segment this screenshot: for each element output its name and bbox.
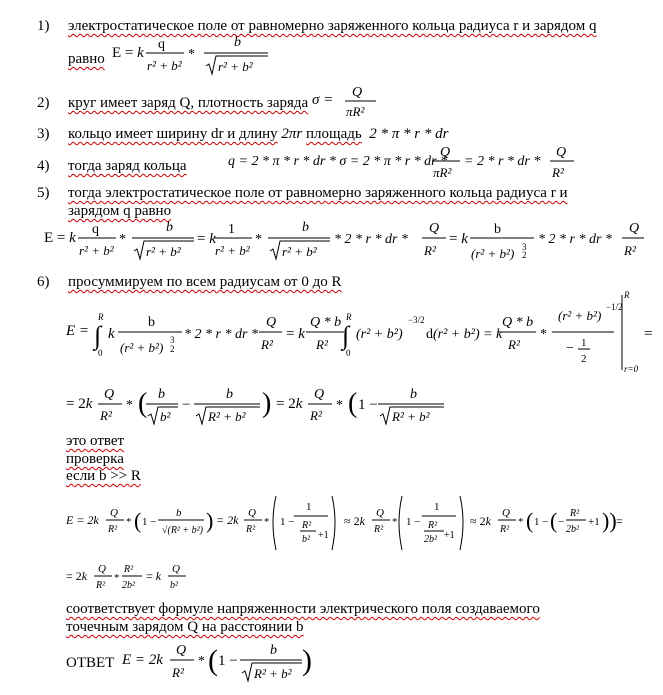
svg-text:)): )) <box>602 508 617 533</box>
svg-text:−3/2: −3/2 <box>408 315 425 325</box>
svg-text:Q * b: Q * b <box>310 315 342 330</box>
svg-text:−: − <box>566 341 574 356</box>
svg-text:1: 1 <box>306 501 312 513</box>
svg-text:E =: E = <box>66 323 90 339</box>
formula-5 <box>44 218 644 275</box>
svg-text:=: = <box>644 326 653 342</box>
item-number-2: 2) <box>37 95 50 111</box>
svg-text:q: q <box>158 37 165 52</box>
svg-text:b²: b² <box>170 580 178 591</box>
item-3-text: кольцо имеет ширину dr и длину 2πr площадь 2 * π * r * dr <box>68 126 449 142</box>
note-corresponds-2: точечным зарядом Q на расстоянии b <box>66 619 304 635</box>
svg-text:Q: Q <box>176 643 187 658</box>
svg-text:√(R² + b²): √(R² + b²) <box>162 525 204 536</box>
svg-text:* 2 * r * dr *: * 2 * r * dr * <box>334 232 408 247</box>
note-answer: это ответ <box>66 433 125 449</box>
svg-text:−: − <box>558 516 565 528</box>
svg-text:= k: = k <box>197 231 216 247</box>
svg-text:R²: R² <box>124 564 134 575</box>
svg-text:Q: Q <box>440 145 451 160</box>
svg-text:*: * <box>392 516 398 528</box>
svg-text:): ) <box>262 388 272 419</box>
svg-text:R²: R² <box>96 580 106 591</box>
svg-text:Q: Q <box>376 507 384 519</box>
svg-text:R²: R² <box>374 524 384 535</box>
svg-text:E = 2k: E = 2k <box>66 513 99 527</box>
svg-text:R²: R² <box>624 243 636 258</box>
svg-text:= k: = k <box>146 569 162 583</box>
svg-text:R²: R² <box>261 337 273 352</box>
svg-text:b: b <box>234 35 241 50</box>
svg-text:Q: Q <box>104 387 115 402</box>
svg-text:(: ( <box>348 388 358 419</box>
svg-text:(r² + b²): (r² + b²) <box>471 246 515 261</box>
svg-text:= 2k: = 2k <box>66 396 93 412</box>
svg-text:1: 1 <box>228 222 235 237</box>
svg-text:∫: ∫ <box>94 321 102 350</box>
svg-text:*: * <box>540 327 547 342</box>
svg-text:R²: R² <box>310 408 322 423</box>
svg-text:r² + b²: r² + b² <box>282 244 317 259</box>
svg-text:q = 2 * π * r * dr * σ = 2 * π: q = 2 * π * r * dr * σ = 2 * π * r * dr * <box>228 154 448 169</box>
svg-text:(r² + b²): (r² + b²) <box>558 308 602 323</box>
formula-7 <box>66 384 446 435</box>
svg-text:r² + b²: r² + b² <box>147 58 182 73</box>
svg-text:*: * <box>126 516 132 528</box>
svg-text:b: b <box>302 220 309 235</box>
svg-text:d(r² + b²) = k: d(r² + b²) = k <box>426 327 503 342</box>
svg-text:σ =: σ = <box>312 92 334 108</box>
svg-text:2: 2 <box>170 344 175 354</box>
svg-text:Q: Q <box>429 221 440 236</box>
svg-text:b: b <box>158 387 165 402</box>
svg-text:1 −: 1 − <box>406 516 421 528</box>
svg-text:1: 1 <box>434 501 440 513</box>
svg-text:E = 2k: E = 2k <box>122 652 163 668</box>
svg-text:*: * <box>336 398 343 413</box>
item-number-6: 6) <box>37 274 50 290</box>
svg-text:*: * <box>188 47 195 62</box>
svg-text:2b²: 2b² <box>566 524 579 535</box>
svg-text:k: k <box>108 326 115 342</box>
svg-text:R²: R² <box>302 520 312 531</box>
item-number-3: 3) <box>37 126 50 142</box>
svg-text:*: * <box>126 398 133 413</box>
svg-text:R²: R² <box>428 520 438 531</box>
svg-text:−: − <box>182 397 191 413</box>
svg-text:b: b <box>176 507 182 519</box>
svg-text:Q * b: Q * b <box>502 315 534 330</box>
svg-text:b²: b² <box>302 534 310 545</box>
svg-text:r=0: r=0 <box>624 364 639 374</box>
svg-text:≈ 2k: ≈ 2k <box>470 514 491 528</box>
svg-text:*: * <box>114 572 120 584</box>
formula-final <box>122 638 312 691</box>
svg-text:≈ 2k: ≈ 2k <box>344 514 365 528</box>
svg-text:1 −: 1 − <box>142 516 157 528</box>
svg-text:Q: Q <box>629 221 640 236</box>
item-number-4: 4) <box>37 158 50 174</box>
svg-text:R²: R² <box>316 337 328 352</box>
svg-text:r² + b²: r² + b² <box>146 244 181 259</box>
svg-text:): ) <box>302 644 312 677</box>
svg-text:R² + b²: R² + b² <box>254 666 292 681</box>
note-corresponds-1: соответствует формуле напряженности электрического поля создаваемого <box>66 601 540 617</box>
svg-text:(: ( <box>526 508 534 533</box>
formula-1 <box>112 34 292 85</box>
svg-text:* 2 * r * dr *: * 2 * r * dr * <box>184 327 258 342</box>
svg-text:R² + b²: R² + b² <box>208 409 246 424</box>
svg-text:1: 1 <box>581 337 587 349</box>
svg-text:r² + b²: r² + b² <box>218 59 253 74</box>
item-1-cont: равно <box>68 51 105 67</box>
svg-text:+1: +1 <box>444 530 455 541</box>
svg-text:(: ( <box>208 644 218 677</box>
svg-text:R²: R² <box>570 508 580 519</box>
svg-text:R²: R² <box>424 243 436 258</box>
svg-text:2: 2 <box>581 353 587 365</box>
svg-text:*: * <box>518 516 524 528</box>
svg-text:(: ( <box>138 388 148 419</box>
svg-text:b: b <box>166 220 173 235</box>
svg-text:3: 3 <box>170 335 175 345</box>
svg-text:(: ( <box>134 508 142 533</box>
svg-text:= 2 * r * dr *: = 2 * r * dr * <box>464 154 541 169</box>
svg-text:r² + b²: r² + b² <box>79 243 114 258</box>
svg-text:3: 3 <box>522 242 527 252</box>
item-5-cont: зарядом q равно <box>68 203 172 219</box>
svg-text:1 −: 1 − <box>218 653 238 669</box>
svg-text:= 2k: = 2k <box>66 569 88 583</box>
svg-text:Q: Q <box>502 507 510 519</box>
svg-text:R² + b²: R² + b² <box>392 409 430 424</box>
svg-text:∫: ∫ <box>342 321 350 350</box>
svg-text:Q: Q <box>314 387 325 402</box>
item-4-text: тогда заряд кольца <box>68 158 187 174</box>
svg-text:−1/2: −1/2 <box>606 302 623 312</box>
svg-text:*: * <box>119 232 126 247</box>
svg-text:= k: = k <box>286 326 305 342</box>
svg-text:Q: Q <box>266 315 277 330</box>
svg-text:2: 2 <box>522 250 527 260</box>
formula-4 <box>228 142 598 189</box>
svg-text:R²: R² <box>508 337 520 352</box>
svg-text:(: ( <box>550 508 558 533</box>
svg-text:+1: +1 <box>588 516 600 528</box>
svg-text:E = k: E = k <box>44 230 76 246</box>
svg-text:= 2k: = 2k <box>276 396 303 412</box>
formula-check-2 <box>66 560 216 601</box>
formula-check <box>66 488 626 563</box>
svg-text:Q: Q <box>556 145 567 160</box>
svg-text:2b²: 2b² <box>424 534 437 545</box>
note-check: проверка <box>66 451 124 467</box>
svg-text:Q: Q <box>248 507 256 519</box>
formula-6 <box>66 290 661 385</box>
svg-text:R: R <box>624 290 630 300</box>
svg-text:Q: Q <box>352 85 363 100</box>
svg-text:R: R <box>346 312 352 322</box>
svg-text:E = k: E = k <box>112 45 144 61</box>
svg-text:πR²: πR² <box>346 104 365 119</box>
svg-text:b: b <box>226 387 233 402</box>
svg-text:b: b <box>494 222 501 237</box>
svg-text:): ) <box>206 508 214 533</box>
svg-text:+1: +1 <box>318 530 329 541</box>
svg-text:q: q <box>92 222 99 237</box>
item-5-text: тогда электростатическое поле от равномерно заряженного кольца радиуса r и <box>68 185 568 201</box>
svg-text:*: * <box>198 654 205 669</box>
svg-text:0: 0 <box>346 348 351 358</box>
item-2-text: круг имеет заряд Q, плотность заряда <box>68 95 309 111</box>
svg-text:R²: R² <box>108 524 118 535</box>
svg-text:b²: b² <box>160 409 171 424</box>
formula-2 <box>312 84 392 129</box>
svg-text:R²: R² <box>100 408 112 423</box>
svg-text:R²: R² <box>246 524 256 535</box>
item-1-text: электростатическое поле от равномерно заряженного кольца радиуса r и зарядом q <box>68 18 597 34</box>
svg-text:r² + b²: r² + b² <box>215 243 250 258</box>
svg-text:* 2 * r * dr *: * 2 * r * dr * <box>538 232 612 247</box>
svg-text:πR²: πR² <box>433 165 452 180</box>
svg-text:2b²: 2b² <box>122 580 135 591</box>
svg-text:Q: Q <box>98 563 106 575</box>
svg-text:=: = <box>616 514 623 528</box>
item-6-text: просуммируем по всем радиусам от 0 до R <box>68 274 342 290</box>
svg-text:R²: R² <box>500 524 510 535</box>
svg-text:1 −: 1 − <box>280 516 295 528</box>
svg-text:(r² + b²): (r² + b²) <box>356 327 403 342</box>
svg-text:b: b <box>148 315 155 330</box>
svg-text:Q: Q <box>172 563 180 575</box>
svg-text:b: b <box>270 643 277 658</box>
svg-text:R²: R² <box>172 665 184 680</box>
note-condition: если b >> R <box>66 468 141 484</box>
svg-text:Q: Q <box>110 507 118 519</box>
item-number-1: 1) <box>37 18 50 34</box>
svg-text:*: * <box>264 516 270 528</box>
final-answer-label: ОТВЕТ <box>66 655 115 671</box>
svg-text:0: 0 <box>98 348 103 358</box>
svg-text:1 −: 1 − <box>534 516 549 528</box>
svg-text:R: R <box>98 312 104 322</box>
svg-text:R²: R² <box>552 165 564 180</box>
svg-text:b: b <box>410 387 417 402</box>
svg-text:= k: = k <box>449 231 468 247</box>
svg-text:*: * <box>255 232 262 247</box>
svg-text:1 −: 1 − <box>358 397 378 413</box>
svg-text:(r² + b²): (r² + b²) <box>120 340 164 355</box>
svg-text:= 2k: = 2k <box>216 513 239 527</box>
item-number-5: 5) <box>37 185 50 201</box>
